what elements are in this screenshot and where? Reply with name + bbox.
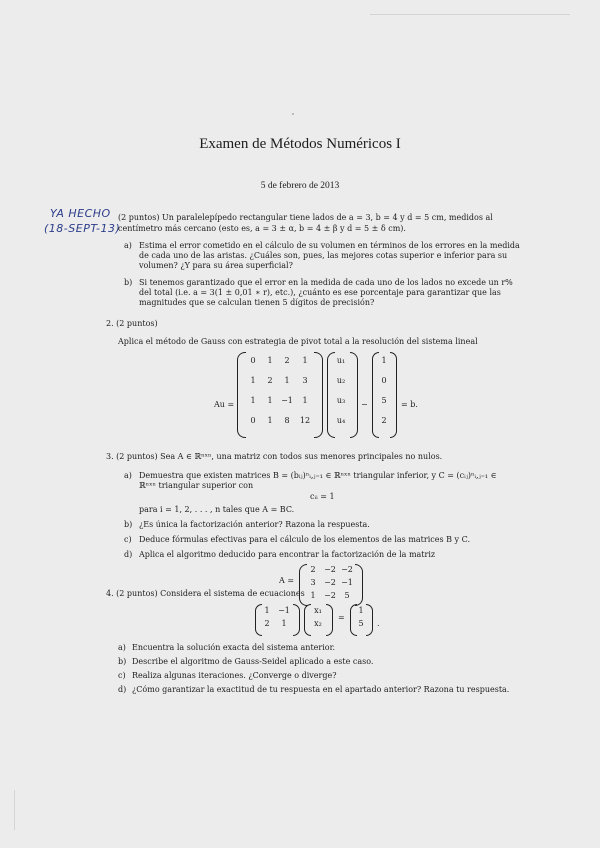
p2-text: Aplica el método de Gauss con estrategia de pivot total a la resolución del sistema lineal	[118, 337, 478, 346]
scan-dot	[292, 113, 294, 115]
p3-b-label: b)	[124, 520, 133, 529]
m-cell: −2	[324, 578, 336, 587]
m-cell: −1	[278, 606, 290, 615]
bracket-right	[390, 352, 397, 438]
p2-minus: −	[361, 400, 368, 409]
p3-c-text: Deduce fórmulas efectivas para el cálculo de los elementos de las matrices B y C.	[139, 535, 470, 544]
p1-b-label: b)	[124, 278, 133, 287]
b-cell: 5	[381, 396, 387, 405]
m-cell: −2	[341, 565, 353, 574]
scan-noise	[370, 14, 570, 15]
scan-edge	[14, 790, 15, 830]
p3-a-line2: ℝⁿˣⁿ triangular superior con	[139, 481, 254, 490]
m-cell: 1	[281, 619, 287, 628]
m-cell: −2	[324, 591, 336, 600]
u-cell: u₄	[336, 416, 346, 425]
p3-a-line3: cᵢᵢ = 1	[310, 492, 335, 501]
a-cell: 8	[284, 416, 290, 425]
a-cell: 1	[267, 416, 273, 425]
exam-date: 5 de febrero de 2013	[260, 181, 340, 191]
bracket-right	[350, 352, 358, 438]
p1-head2: centímetro más cercano (esto es, a = 3 ± α, b = 4 ± β y d = 5 ± δ cm).	[118, 224, 406, 233]
a-cell: 2	[267, 376, 273, 385]
m-cell: −2	[324, 565, 336, 574]
b-cell: 1	[381, 356, 387, 365]
p3-b-text: ¿Es única la factorización anterior? Razona la respuesta.	[139, 520, 370, 529]
bracket-left	[237, 352, 246, 438]
p3-a-label: a)	[124, 471, 132, 480]
bracket-right	[326, 604, 333, 636]
p4-a-label: a)	[118, 643, 126, 652]
a-cell: 3	[302, 376, 308, 385]
a-cell: 0	[250, 416, 256, 425]
p1-a-line2: de cada uno de las aristas. ¿Cuáles son, pues, las mejores cotas superior e inferior para su	[139, 251, 508, 260]
p3-c-label: c)	[124, 535, 132, 544]
a-cell: 2	[284, 356, 290, 365]
a-cell: 1	[284, 376, 290, 385]
p4-head: 4. (2 puntos) Considera el sistema de ecuaciones	[106, 589, 305, 598]
a-cell: 1	[267, 396, 273, 405]
a-cell: 1	[302, 396, 308, 405]
p1-b-line2: del total (i.e. a = 3(1 ± 0,01 ∗ r), etc.), ¿cuánto es ese porcentaje para garantizar que las	[139, 288, 501, 297]
p4-eq: =	[338, 613, 345, 622]
u-cell: u₃	[336, 396, 346, 405]
bracket-right	[355, 564, 363, 606]
a-cell: 0	[250, 356, 256, 365]
u-cell: u₁	[336, 356, 346, 365]
p3-a-line4: para i = 1, 2, . . . , n tales que A = BC.	[139, 505, 295, 514]
a-cell: 1	[250, 376, 256, 385]
r-cell: 1	[358, 606, 364, 615]
m-cell: −1	[341, 578, 353, 587]
p1-a-line1: Estima el error cometido en el cálculo de su volumen en términos de los errores en la medida	[139, 241, 520, 250]
p1-head: (2 puntos) Un paralelepípedo rectangular tiene lados de a = 3, b = 4 y d = 5 cm, medidos al	[118, 213, 493, 222]
x-cell: x₁	[314, 606, 322, 615]
u-cell: u₂	[336, 376, 346, 385]
m-cell: 5	[344, 591, 350, 600]
p3-d-text: Aplica el algoritmo deducido para encontrar la factorización de la matriz	[139, 550, 436, 559]
m-cell: 3	[310, 578, 316, 587]
a-cell: 1	[267, 356, 273, 365]
p4-c-label: c)	[118, 671, 126, 680]
p4-b-text: Describe el algoritmo de Gauss-Seidel aplicado a este caso.	[132, 657, 374, 666]
bracket-right	[314, 352, 323, 438]
r-cell: 5	[358, 619, 364, 628]
p3-a-line1: Demuestra que existen matrices B = (bᵢⱼ)ⁿᵢ,ⱼ₌₁ ∈ ℝⁿˣⁿ triangular inferior, y C = (cᵢⱼ)ⁿᵢ,ⱼ₌₁ ∈	[139, 471, 497, 480]
p3-d-label: d)	[124, 550, 133, 559]
handwritten-note-2: (18-SEPT-13)	[44, 222, 121, 235]
p2-lhs: Au =	[214, 400, 235, 409]
bracket-left	[304, 604, 311, 636]
m-cell: 2	[310, 565, 316, 574]
p2-tail: = b.	[401, 400, 418, 409]
exam-title: Examen de Métodos Numéricos I	[199, 136, 401, 152]
m-cell: 1	[310, 591, 316, 600]
p1-a-label: a)	[124, 241, 132, 250]
a-cell: 1	[302, 356, 308, 365]
x-cell: x₂	[314, 619, 322, 628]
b-cell: 0	[381, 376, 387, 385]
bracket-right	[293, 604, 300, 636]
a-cell: −1	[281, 396, 293, 405]
p4-b-label: b)	[118, 657, 127, 666]
p1-a-line3: volumen? ¿Y para su área superficial?	[139, 261, 293, 270]
p4-d-label: d)	[118, 685, 127, 694]
p4-dot: .	[377, 619, 380, 628]
a-cell: 12	[299, 416, 311, 425]
p4-a-text: Encuentra la solución exacta del sistema anterior.	[132, 643, 336, 652]
a-cell: 1	[250, 396, 256, 405]
b-cell: 2	[381, 416, 387, 425]
p4-d-text: ¿Cómo garantizar la exactitud de tu respuesta en el apartado anterior? Razona tu respuesta.	[132, 685, 510, 694]
handwritten-note-1: YA HECHO	[50, 207, 111, 220]
p4-c-text: Realiza algunas iteraciones. ¿Converge o diverge?	[132, 671, 337, 680]
p3-lhs: A =	[279, 576, 295, 585]
p1-b-line1: Si tenemos garantizado que el error en la medida de cada uno de los lados no excede un r%	[139, 278, 513, 287]
p1-b-line3: magnitudes que se calculan tienen 5 dígitos de precisión?	[139, 298, 375, 307]
m-cell: 1	[264, 606, 270, 615]
p2-head: 2. (2 puntos)	[106, 319, 158, 328]
m-cell: 2	[264, 619, 270, 628]
p3-head: 3. (2 puntos) Sea A ∈ ℝⁿˣⁿ, una matriz con todos sus menores principales no nulos.	[106, 452, 443, 461]
